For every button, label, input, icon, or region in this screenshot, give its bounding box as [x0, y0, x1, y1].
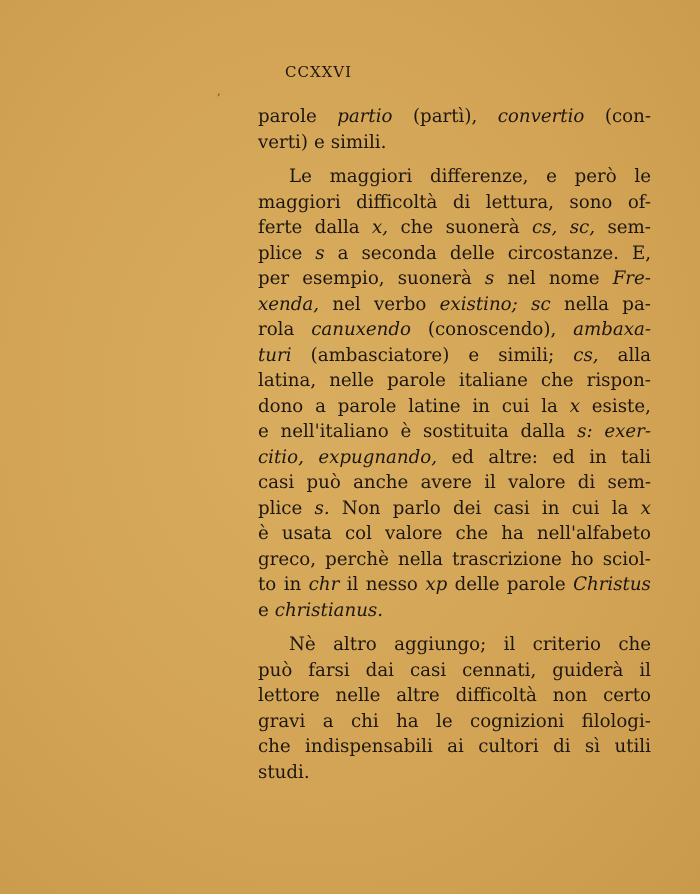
word: esempio, — [302, 268, 385, 289]
word: sciol- — [602, 548, 651, 570]
word: le — [436, 710, 453, 732]
word: non — [552, 685, 588, 706]
text-line — [258, 266, 651, 292]
word: xp — [425, 574, 448, 595]
word: guiderà — [552, 659, 624, 681]
word: (partì), — [412, 106, 478, 127]
word: per — [258, 268, 290, 289]
word: altre — [396, 685, 440, 706]
text-line — [258, 445, 651, 471]
word: s — [484, 268, 495, 289]
word: (con- — [604, 106, 651, 127]
word: alla — [617, 344, 651, 366]
word: verbo — [374, 293, 427, 315]
word: expugnando, — [318, 446, 437, 468]
word: x — [640, 497, 651, 519]
word: ho — [570, 548, 594, 570]
word: differenze, — [429, 166, 529, 187]
word: però — [574, 166, 617, 187]
word: il — [639, 659, 651, 681]
word: parole — [258, 106, 317, 127]
text-line — [258, 190, 651, 216]
word: valore — [508, 472, 566, 493]
word: christianus. — [274, 599, 384, 621]
word: nel — [332, 293, 361, 315]
text-line — [258, 470, 651, 496]
word: nel — [507, 268, 536, 289]
word: tali — [621, 446, 651, 468]
word: trascrizione — [452, 548, 562, 570]
word: a — [315, 395, 326, 417]
word: parlo — [392, 497, 441, 519]
word: è — [400, 421, 412, 442]
word: exer- — [604, 421, 651, 442]
text-line — [258, 130, 651, 156]
word: pa- — [622, 293, 651, 315]
word: existino; — [439, 293, 518, 315]
stray-ink-mark: , — [217, 84, 221, 98]
word: il — [484, 472, 496, 493]
paragraph — [258, 632, 651, 785]
word: di — [577, 472, 596, 493]
word: delle — [454, 574, 500, 595]
word: sostituita — [422, 421, 509, 442]
word: dono — [258, 395, 304, 417]
word: lettore — [258, 685, 320, 706]
word: nelle — [335, 685, 381, 706]
word: plice — [258, 242, 303, 264]
word: valore — [385, 523, 443, 544]
word: sono — [569, 191, 613, 213]
word: latine — [408, 395, 461, 417]
text-line — [258, 598, 651, 624]
word: ai — [447, 736, 464, 757]
word: dai — [365, 659, 394, 681]
text-line — [258, 632, 651, 658]
text-line — [258, 343, 651, 369]
text-line — [258, 419, 651, 445]
word: in — [541, 497, 560, 519]
word: cui — [501, 395, 530, 417]
word: rola — [258, 319, 295, 340]
text-line — [258, 572, 651, 598]
word: le — [634, 166, 651, 187]
word: ed — [451, 446, 474, 468]
word: nell'alfabeto — [536, 523, 651, 544]
word: filologi- — [581, 710, 651, 732]
word: che — [540, 370, 574, 391]
word: nella — [563, 293, 609, 315]
word: ferte — [258, 217, 303, 238]
text-line — [258, 760, 651, 786]
word: dalla — [520, 421, 566, 442]
word: col — [345, 523, 372, 544]
word: cennati, — [462, 659, 537, 681]
word: sem- — [607, 217, 651, 238]
word: canuxendo — [311, 319, 411, 340]
word: casi — [258, 472, 295, 493]
word: turi — [258, 344, 292, 366]
word: cognizioni — [470, 710, 565, 732]
word: in — [589, 446, 607, 468]
word: e — [258, 599, 269, 621]
word: sì — [584, 736, 601, 757]
word: nella — [398, 548, 443, 570]
word: ambaxa- — [573, 319, 651, 340]
word: suonerà — [397, 268, 472, 289]
text-line — [258, 496, 651, 522]
word: in — [472, 395, 490, 417]
word: cultori — [478, 736, 539, 757]
text-line — [258, 104, 651, 130]
word: nelle — [329, 370, 375, 391]
word: Le — [289, 166, 312, 187]
word: Fre- — [612, 268, 651, 289]
word: in — [283, 574, 302, 595]
text-line — [258, 547, 651, 573]
word: seconda — [361, 242, 437, 264]
word: che — [455, 523, 489, 544]
word: chi — [350, 710, 379, 732]
word: parole — [506, 574, 566, 595]
word: x, — [372, 217, 389, 238]
word: dei — [452, 497, 482, 519]
word: parole — [337, 395, 397, 417]
word: difficoltà — [356, 191, 438, 213]
word: delle — [449, 242, 495, 264]
word: casi — [409, 659, 447, 681]
word: che — [618, 634, 651, 655]
word: Christus — [573, 574, 651, 595]
word: che — [258, 736, 291, 757]
word: rispon- — [586, 370, 651, 391]
word: partio — [337, 106, 393, 127]
word: citio, — [258, 446, 304, 468]
text-line — [258, 734, 651, 760]
text-line — [258, 368, 651, 394]
word: di — [553, 736, 571, 757]
word: avere — [420, 472, 472, 493]
word: maggiori — [329, 166, 413, 187]
text-line — [258, 292, 651, 318]
word: chr — [308, 574, 340, 595]
text-line — [258, 215, 651, 241]
word: e — [258, 421, 269, 442]
word: difficoltà — [455, 685, 537, 706]
word: e — [546, 166, 557, 187]
word: criterio — [532, 634, 601, 655]
paragraph — [258, 164, 651, 623]
word: usata — [281, 523, 332, 544]
word: cui — [571, 497, 600, 519]
word: cs, — [532, 217, 558, 238]
word: x — [569, 395, 580, 417]
text-line — [258, 164, 651, 190]
word: utili — [614, 736, 651, 757]
word: sc — [531, 293, 551, 315]
word: greco, — [258, 548, 317, 570]
word: xenda, — [258, 293, 320, 315]
word: simili. — [330, 131, 387, 153]
word: (conoscendo), — [427, 319, 557, 340]
word: e — [468, 344, 480, 366]
text-line — [258, 241, 651, 267]
word: il — [346, 574, 359, 595]
word: suonerà — [445, 217, 520, 238]
word: lettura, — [485, 191, 554, 213]
word: studi. — [258, 761, 310, 783]
word: nesso — [365, 574, 418, 595]
word: indispensabili — [305, 736, 433, 757]
text-line — [258, 521, 651, 547]
word: latina, — [258, 370, 317, 391]
word: sc, — [569, 217, 596, 238]
page-number-roman: CCXXVI — [285, 63, 353, 81]
word: casi — [493, 497, 530, 519]
word: Non — [341, 497, 381, 519]
word: ha — [396, 710, 419, 732]
text-line — [258, 317, 651, 343]
word: che — [400, 217, 434, 238]
word: s: — [577, 421, 593, 442]
word: e — [313, 131, 325, 153]
word: gravi — [258, 710, 306, 732]
word: s — [315, 242, 325, 264]
text-line — [258, 394, 651, 420]
word: di — [452, 191, 471, 213]
word: altro — [333, 634, 377, 655]
word: può — [306, 472, 341, 493]
word: nome — [548, 268, 600, 289]
text-line — [258, 683, 651, 709]
word: ha — [501, 523, 524, 544]
word: ed — [552, 446, 575, 468]
word: è — [258, 523, 269, 544]
word: perchè — [325, 548, 389, 570]
word: nell'italiano — [280, 421, 389, 442]
word: dalla — [314, 217, 360, 238]
word: italiane — [458, 370, 528, 391]
word: E, — [631, 242, 651, 264]
word: to — [258, 574, 277, 595]
paragraph — [258, 104, 651, 155]
word: simili; — [498, 344, 555, 366]
word: farsi — [308, 659, 350, 681]
text-line — [258, 709, 651, 735]
word: circostanze. — [507, 242, 619, 264]
word: (ambasciatore) — [310, 344, 450, 366]
body-text — [258, 104, 651, 794]
word: of- — [627, 191, 651, 213]
word: a — [322, 710, 334, 732]
word: s. — [314, 497, 330, 519]
word: convertio — [497, 106, 585, 127]
word: anche — [353, 472, 409, 493]
word: sem- — [607, 472, 651, 493]
word: maggiori — [258, 191, 341, 213]
word: esiste, — [591, 395, 651, 417]
word: la — [611, 497, 629, 519]
word: il — [503, 634, 516, 655]
word: cs, — [573, 344, 599, 366]
word: la — [541, 395, 558, 417]
word: aggiungo; — [394, 634, 487, 655]
word: verti) — [258, 131, 308, 153]
word: plice — [258, 497, 303, 519]
word: a — [337, 242, 349, 264]
word: parole — [387, 370, 446, 391]
word: altre: — [488, 446, 538, 468]
word: Nè — [289, 634, 316, 655]
text-line — [258, 658, 651, 684]
word: può — [258, 659, 293, 681]
word: certo — [603, 685, 651, 706]
